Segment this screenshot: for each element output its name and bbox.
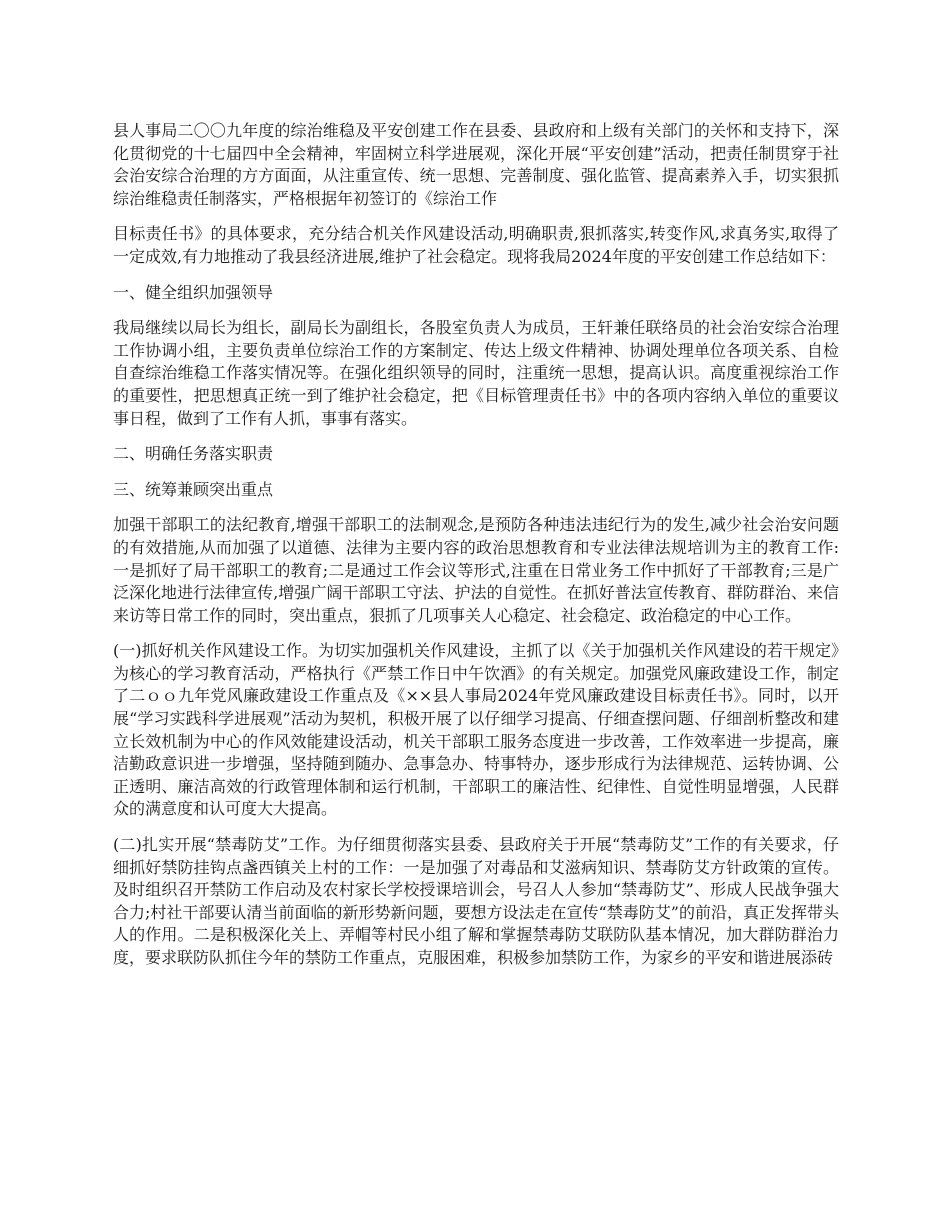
intro-paragraph: 县人事局二〇〇九年度的综治维稳及平安创建工作在县委、县政府和上级有关部门的关怀和支持下，深化贯彻党的十七届四中全会精神，牢固树立科学进展观，深化开展“平安创建”活动，把责任制贯穿于社会治安综合治理的方方面面，从注重宣传、统一思想、完善制度、强化监管、提高素养入手，切实狠抓综治维稳责任制落实，严格根据年初签订的《综治工作 xyxy=(113,121,839,208)
document-page xyxy=(113,120,839,983)
section-heading-3: 三、统筹兼顾突出重点 xyxy=(113,479,274,499)
section-1-paragraph: 我局继续以局长为组长，副局长为副组长，各股室负责人为成员，王轩兼任联络员的社会治安综合治理工作协调小组，主要负责单位综治工作的方案制定、传达上级文件精神、协调处理单位各项关系、自检自查综治维稳工作落实情况等。在强化组织领导的同时，注重统一思想，提高认识。高度重视综治工作的重要性，把思想真正统一到了维护社会稳定，把《目标管理责任书》中的各项内容纳入单位的重要议事日程，做到了工作有人抓，事事有落实。 xyxy=(113,318,839,428)
section-3-paragraph: 加强干部职工的法纪教育,增强干部职工的法制观念,是预防各种违法违纪行为的发生,减少社会治安问题的有效措施,从而加强了以道德、法律为主要内容的政治思想教育和专业法律法规培训为主的教育工作:一是抓好了局干部职工的教育;二是通过工作会议等形式,注重在日常业务工作中抓好了干部教育;三是广泛深化地进行法律宣传,增强广阔干部职工守法、护法的自觉性。在抓好普法宣传教育、群防群治、来信来访等日常工作的同时，突出重点，狠抓了几项事关人心稳定、社会稳定、政治稳定的中心工作。 xyxy=(113,515,839,625)
section-heading-1: 一、健全组织加强领导 xyxy=(113,282,274,302)
subsection-2-paragraph: (二)扎实开展“禁毒防艾”工作。为仔细贯彻落实县委、县政府关于开展“禁毒防艾”工作的有关要求，仔细抓好禁防挂钩点盏西镇关上村的工作：一是加强了对毒品和艾滋病知识、禁毒防艾方针政策的宣传。及时组织召开禁防工作启动及农村家长学校授课培训会，号召人人参加“禁毒防艾”、形成人民战争强大合力;村社干部要认清当前面临的新形势新问题，要想方设法走在宣传“禁毒防艾”的前沿，真正发挥带头人的作用。二是积极深化关上、弄帽等村民小组了解和掌握禁毒防艾联防队基本情况，加大群防群治力度，要求联防队抓住今年的禁防工作重点，克服困难，积极参加禁防工作，为家乡的平安和谐进展添砖 xyxy=(113,835,839,967)
subsection-1-paragraph: (一)抓好机关作风建设工作。为切实加强机关作风建设，主抓了以《关于加强机关作风建设的若干规定》为核心的学习教育活动，严格执行《严禁工作日中午饮酒》的有关规定。加强党风廉政建设工作，制定了二ｏｏ九年党风廉政建设工作重点及《××县人事局2024年党风廉政建设目标责任书》。同时，以开展“学习实践科学进展观”活动为契机，积极开展了以仔细学习提高、仔细查摆问题、仔细剖析整改和建立长效机制为中心的作风效能建设活动，机关干部职工服务态度进一步改善，工作效率进一步提高，廉洁勤政意识进一步增强，坚持随到随办、急事急办、特事特办，逐步形成行为法律规范、运转协调、公正透明、廉洁高效的行政管理体制和运行机制，干部职工的廉洁性、纪律性、自觉性明显增强，人民群众的满意度和认可度大大提高。 xyxy=(113,641,839,819)
summary-paragraph: 目标责任书》的具体要求，充分结合机关作风建设活动,明确职责,狠抓落实,转变作风,求真务实,取得了一定成效,有力地推动了我县经济进展,维护了社会稳定。现将我局2024年度的平安创建工作总结如下： xyxy=(113,224,839,266)
section-heading-2: 二、明确任务落实职责 xyxy=(113,444,274,464)
